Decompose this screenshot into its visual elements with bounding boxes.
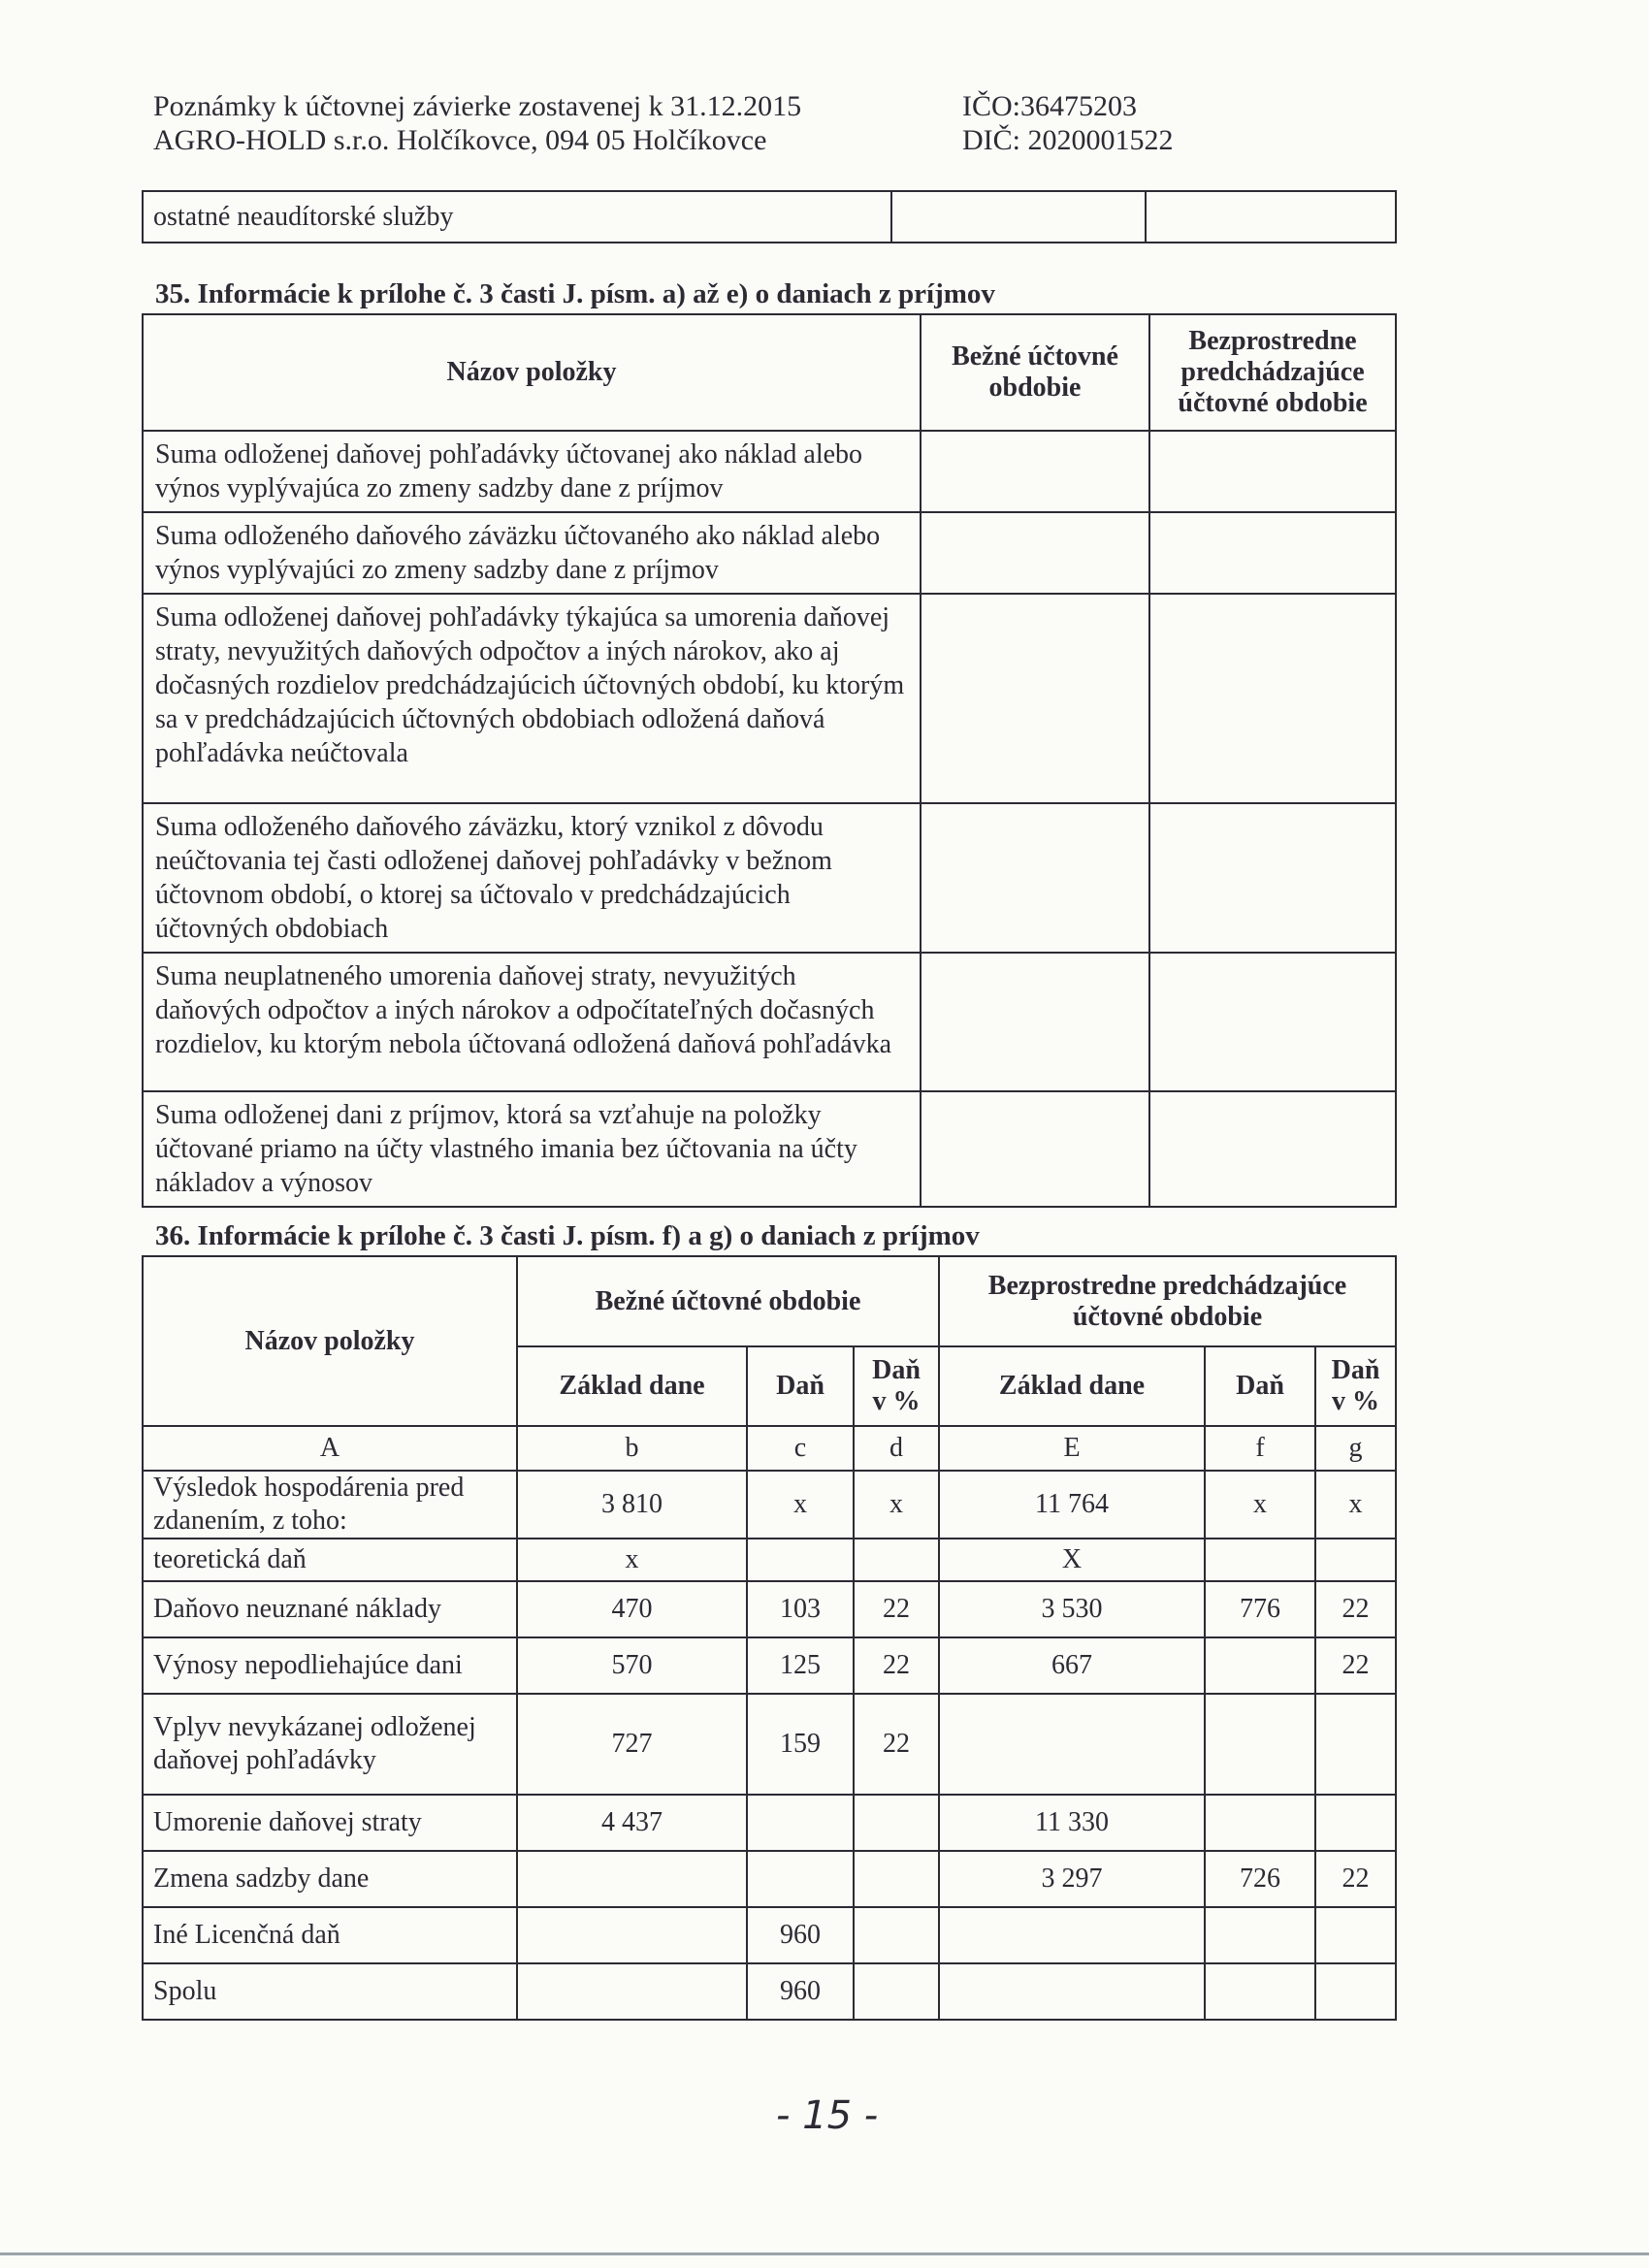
value-g: x	[1315, 1471, 1396, 1539]
col-letter: c	[747, 1426, 854, 1471]
header-tax-pct	[854, 1346, 939, 1426]
header-base2: Základ dane	[939, 1346, 1205, 1426]
value-g: 22	[1315, 1851, 1396, 1907]
value-e	[939, 1907, 1205, 1963]
value-f	[1205, 1539, 1315, 1581]
section35-row-label: Suma odloženého daňového záväzku účtovaného ako náklad alebo výnos vyplývajúci zo zmeny sadzby dane z príjmov	[143, 512, 921, 594]
value-e: X	[939, 1539, 1205, 1581]
section35-header-previous: Bezprostredne predchádzajúce účtovné obdobie	[1149, 314, 1396, 431]
col-letter: b	[517, 1426, 747, 1471]
table-row	[143, 594, 1396, 803]
row-label: Výsledok hospodárenia pred zdanením, z toho:	[143, 1471, 517, 1539]
value-e	[939, 1963, 1205, 2020]
col-letter: g	[1315, 1426, 1396, 1471]
header-tax-pct-label: Daň v %	[872, 1355, 921, 1416]
value-f	[1205, 1795, 1315, 1851]
table-row	[143, 1637, 1396, 1694]
table-row	[143, 1963, 1396, 2020]
table-cell	[921, 953, 1149, 1091]
header-tax2: Daň	[1205, 1346, 1315, 1426]
table-cell	[921, 512, 1149, 594]
col-letter: f	[1205, 1426, 1315, 1471]
value-g: 22	[1315, 1637, 1396, 1694]
value-c: 960	[747, 1907, 854, 1963]
value-g	[1315, 1963, 1396, 2020]
table-cell	[921, 594, 1149, 803]
value-c	[747, 1851, 854, 1907]
table-row	[143, 1581, 1396, 1637]
row-label: teoretická daň	[143, 1539, 517, 1581]
header-base: Základ dane	[517, 1346, 747, 1426]
value-d: 22	[854, 1581, 939, 1637]
value-d	[854, 1963, 939, 2020]
section36-letters-row	[143, 1426, 1396, 1471]
section35-title: 35. Informácie k prílohe č. 3 časti J. písm. a) až e) o daniach z príjmov	[155, 278, 995, 309]
header-left-line2: AGRO-HOLD s.r.o. Holčíkovce, 094 05 Holčíkovce	[153, 124, 767, 156]
table-row	[143, 431, 1396, 512]
value-e: 11 764	[939, 1471, 1205, 1539]
value-b	[517, 1963, 747, 2020]
value-f: 776	[1205, 1581, 1315, 1637]
row-label: Zmena sadzby dane	[143, 1851, 517, 1907]
value-f	[1205, 1907, 1315, 1963]
section35-table	[142, 313, 1397, 1208]
value-d: 22	[854, 1694, 939, 1795]
value-c: 125	[747, 1637, 854, 1694]
col-letter: E	[939, 1426, 1205, 1471]
value-g	[1315, 1907, 1396, 1963]
section36-table	[142, 1255, 1397, 2021]
row-label: Umorenie daňovej straty	[143, 1795, 517, 1851]
value-d: x	[854, 1471, 939, 1539]
row-label: Vplyv nevykázanej odloženej daňovej pohľadávky	[143, 1694, 517, 1795]
table-row	[143, 953, 1396, 1091]
table-row	[143, 1851, 1396, 1907]
section35-row-label: Suma odloženej dani z príjmov, ktorá sa vzťahuje na položky účtované priamo na účty vlastného imania bez účtovania na účty nákladov a výnosov	[143, 1091, 921, 1207]
table-row	[143, 1795, 1396, 1851]
value-c	[747, 1795, 854, 1851]
value-d: 22	[854, 1637, 939, 1694]
table-row	[143, 1471, 1396, 1539]
table-cell	[1149, 1091, 1396, 1207]
value-d	[854, 1907, 939, 1963]
value-c: 960	[747, 1963, 854, 2020]
value-c: x	[747, 1471, 854, 1539]
table-cell	[1149, 953, 1396, 1091]
value-c: 103	[747, 1581, 854, 1637]
table-row	[143, 1907, 1396, 1963]
table-row	[143, 1539, 1396, 1581]
section36-title: 36. Informácie k prílohe č. 3 časti J. písm. f) a g) o daniach z príjmov	[155, 1220, 980, 1251]
value-g	[1315, 1694, 1396, 1795]
row-label: Daňovo neuznané náklady	[143, 1581, 517, 1637]
section36-body	[143, 1471, 1396, 2020]
value-b	[517, 1851, 747, 1907]
value-d	[854, 1851, 939, 1907]
value-e: 3 530	[939, 1581, 1205, 1637]
table-row	[143, 1694, 1396, 1795]
section36-header-current: Bežné účtovné obdobie	[517, 1256, 939, 1346]
section35-row-label: Suma odloženej daňovej pohľadávky účtovanej ako náklad alebo výnos vyplývajúca zo zmeny sadzby dane z príjmov	[143, 431, 921, 512]
section35-row-label: Suma odloženého daňového záväzku, ktorý vznikol z dôvodu neúčtovania tej časti odloženej daňovej pohľadávky v bežnom účtovnom období, o ktorej sa účtovalo v predchádzajúcich účtovných obdobiach	[143, 803, 921, 953]
value-b: 4 437	[517, 1795, 747, 1851]
table-row	[143, 1091, 1396, 1207]
value-c: 159	[747, 1694, 854, 1795]
value-b: 727	[517, 1694, 747, 1795]
value-b	[517, 1907, 747, 1963]
header-tax-pct2	[1315, 1346, 1396, 1426]
table-cell	[921, 803, 1149, 953]
value-f	[1205, 1963, 1315, 2020]
header-ico: IČO:36475203	[962, 90, 1137, 122]
table-cell	[1149, 512, 1396, 594]
section36-header-previous: Bezprostredne predchádzajúce účtovné obdobie	[939, 1256, 1396, 1346]
section35-header-name: Názov položky	[143, 314, 921, 431]
section36-header-name: Názov položky	[143, 1256, 517, 1426]
prev-table	[142, 190, 1397, 243]
value-b: 570	[517, 1637, 747, 1694]
table-cell	[1149, 803, 1396, 953]
prev-table-cell	[1146, 191, 1396, 243]
value-e	[939, 1694, 1205, 1795]
value-e: 3 297	[939, 1851, 1205, 1907]
value-b: x	[517, 1539, 747, 1581]
prev-table-cell	[891, 191, 1146, 243]
value-d	[854, 1795, 939, 1851]
row-label: Spolu	[143, 1963, 517, 2020]
table-row	[143, 803, 1396, 953]
value-g	[1315, 1539, 1396, 1581]
header-tax-pct2-label: Daň v %	[1331, 1355, 1380, 1416]
header-dic: DIČ: 2020001522	[962, 124, 1174, 156]
col-letter: d	[854, 1426, 939, 1471]
header-tax: Daň	[747, 1346, 854, 1426]
table-cell	[921, 431, 1149, 512]
col-letter: A	[143, 1426, 517, 1471]
value-f	[1205, 1694, 1315, 1795]
table-cell	[1149, 594, 1396, 803]
row-label: Iné Licenčná daň	[143, 1907, 517, 1963]
table-row	[143, 512, 1396, 594]
section35-row-label: Suma neuplatneného umorenia daňovej straty, nevyužitých daňových odpočtov a iných nárokov a odpočítateľných dočasných rozdielov, ku ktorým nebola účtovaná odložená daňová pohľadávka	[143, 953, 921, 1091]
scan-edge	[0, 2252, 1649, 2255]
row-label: Výnosy nepodliehajúce dani	[143, 1637, 517, 1694]
section36-header-row	[143, 1256, 1396, 1346]
value-f: x	[1205, 1471, 1315, 1539]
table-cell	[921, 1091, 1149, 1207]
page-number-mark: - 15 -	[776, 2093, 879, 2138]
value-b: 3 810	[517, 1471, 747, 1539]
section35-header-row	[143, 314, 1396, 431]
header-left-line1: Poznámky k účtovnej závierke zostavenej k 31.12.2015	[153, 90, 802, 122]
value-c	[747, 1539, 854, 1581]
value-d	[854, 1539, 939, 1581]
value-f: 726	[1205, 1851, 1315, 1907]
value-g: 22	[1315, 1581, 1396, 1637]
table-cell	[1149, 431, 1396, 512]
value-e: 11 330	[939, 1795, 1205, 1851]
section35-row-label: Suma odloženej daňovej pohľadávky týkajúca sa umorenia daňovej straty, nevyužitých daňových odpočtov a iných nárokov, ako aj dočasných rozdielov predchádzajúcich účtovných období, ku ktorým sa v predchádzajúcich účtovných obdobiach odložená daňová pohľadávka neúčtovala	[143, 594, 921, 803]
value-f	[1205, 1637, 1315, 1694]
value-g	[1315, 1795, 1396, 1851]
value-b: 470	[517, 1581, 747, 1637]
section35-header-current: Bežné účtovné obdobie	[921, 314, 1149, 431]
value-e: 667	[939, 1637, 1205, 1694]
prev-table-label: ostatné neaudítorské služby	[143, 191, 891, 243]
